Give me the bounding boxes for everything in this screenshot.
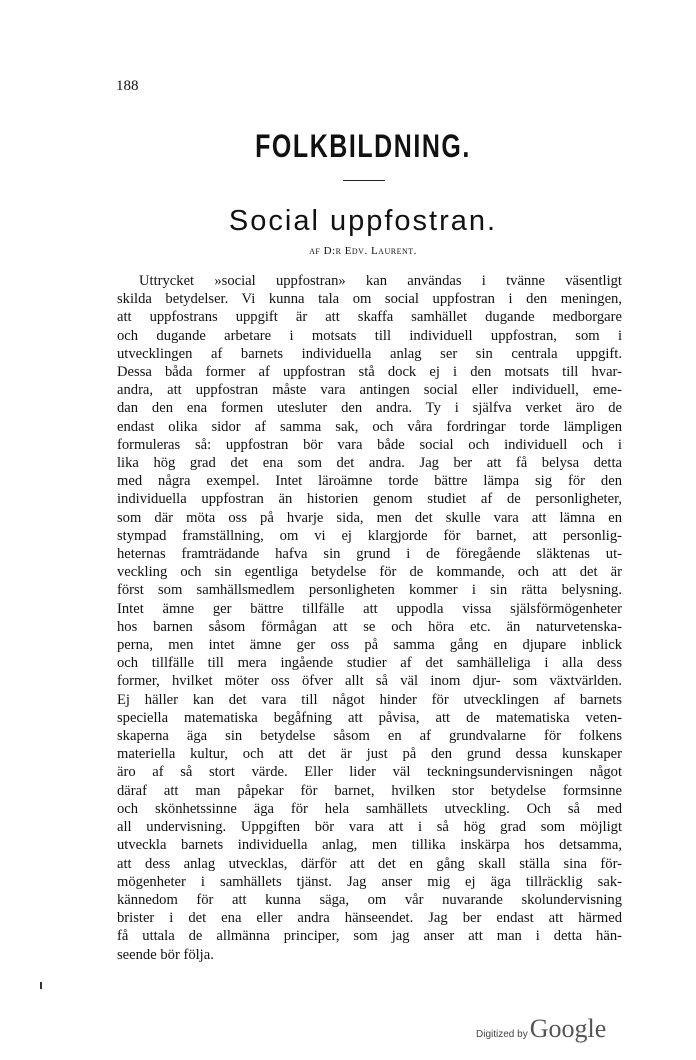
body-line: andra, att uppfostran måste vara antingen social eller individuell, eme- [117,382,622,399]
body-line: Ej häller kan det vara till något hinder för utvecklingen af barnets [117,691,622,708]
body-line: materiella kultur, och att det är just på den grund dessa kunskaper [117,746,622,763]
body-line: all undervisning. Uppgiften bör vara att i så hög grad som möjligt [117,819,622,836]
scan-mark [40,982,42,989]
body-line: mögenheter i samhällets tjänst. Jag anser mig ej äga tillräcklig sak- [117,873,622,890]
body-line: äro af så stort värde. Eller lider väl teckningsundervisningen något [117,764,622,781]
body-line: och dugande arbetare i motsats till individuell uppfostran, som i [117,327,622,344]
body-line: speciella matematiska begåfning att påvisa, att de matematiska veten- [117,709,622,726]
body-line: heternas framträdande hafva sin grund i de föregående släktenas ut- [117,546,622,563]
body-line: veckling och sin egentliga betydelse för de kommande, och att det är [117,564,622,581]
author-line: af D:r Edv. Laurent. [309,245,417,257]
body-line: utvecklingen af barnets individuella anlag ser sin centrala uppgift. [117,345,622,362]
body-line: endast olika sidor af samma sak, och våra fordringar torde lämpligen [117,418,622,435]
body-line: Uttrycket »social uppfostran» kan användas i tvänne väsentligt [139,273,622,289]
body-line: formuleras så: uppfostran bör vara både social och individuell och i [117,436,622,453]
watermark-prefix: Digitized by [476,1029,528,1040]
article-title: Social uppfostran. [228,205,498,237]
body-line: perna, men intet ämne ger oss på samma gång en djupare inblick [117,637,622,654]
google-logo: Google [529,1014,607,1043]
body-line: individuella uppfostran än historien genom studiet af de personligheter, [117,491,622,508]
body-line: hos barnen såsom förmågan att se och höra etc. än naturvetenska- [117,618,622,635]
digitized-watermark [476,1014,606,1044]
body-line: former, hvilket möter oss öfver allt så väl inom djur- som växtvärlden. [117,673,622,690]
section-title: FOLKBILDNING. [255,128,471,164]
body-line: brister i det ena eller andra hänseendet. Jag ber endast att härmed [117,910,622,927]
body-line: först som samhällsmedlem personligheten kommer i sin rätta belysning. [117,582,622,599]
body-line: stympad framställning, om vi ej klargjorde för barnet, att personlig- [117,527,622,544]
body-line: utveckla barnets individuella anlag, men tillika inskärpa hos detsamma, [117,837,622,854]
body-line: som där möta oss på hvarje sida, men det skulle vara att lämna en [117,509,622,526]
body-line: seende bör följa. [117,946,214,963]
body-line: dan den ena formen utesluter den andra. Ty i själfva verket äro de [117,400,622,417]
body-line: med några exempel. Intet läroämne torde bättre lämpa sig för den [117,473,622,490]
title-divider [343,180,385,181]
body-line: och tillfälle till mera ingående studier af det samhälleliga i alla dess [117,655,622,672]
body-line: skilda betydelser. Vi kunna tala om social uppfostran i den meningen, [117,291,622,308]
body-line: Dessa båda former af uppfostran stå dock ej i den motsats till hvar- [117,364,622,381]
body-line: skaperna äga sin betydelse såsom en af grundvalarne för folkens [117,728,622,745]
body-line: däraf att man påpekar för barnet, hvilken stor betydelse formsinne [117,782,622,799]
body-line: kännedom för att kunna säga, om vår nuvarande skolundervisning [117,891,622,908]
body-line: att uppfostrans uppgift är att skaffa samhället dugande medborgare [117,309,622,326]
body-line: och skönhetssinne äga för hela samhällets utveckling. Och så med [117,800,622,817]
body-line: få uttala de allmänna principer, som jag anser att man i detta hän- [117,928,622,945]
body-line: att dess anlag utvecklas, därför att det en gång skall ställa sina för- [117,855,622,872]
article-body [117,272,622,964]
body-line: lika hög grad det ena som det andra. Jag ber att få belysa detta [117,455,622,472]
page-number: 188 [116,78,139,94]
body-line: Intet ämne ger bättre tillfälle att uppodla vissa själsförmögenheter [117,600,622,617]
